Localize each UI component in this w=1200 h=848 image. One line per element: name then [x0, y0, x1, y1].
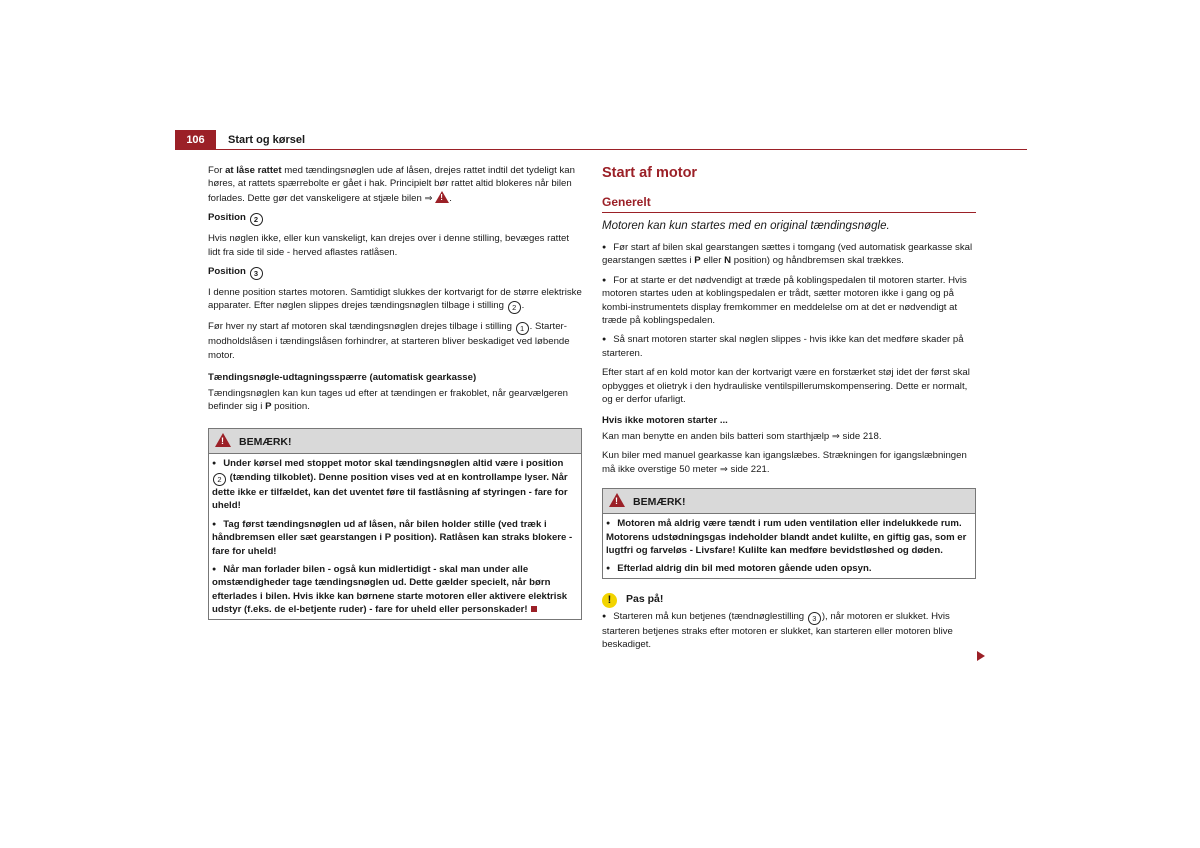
note-item: ● Tag først tændingsnøglen ud af låsen, når bilen holder stille (ved træk i håndbremsen eller sæt gearstangen i P position). Ratlåsen kan straks blokere - fare for uheld!	[212, 518, 578, 558]
note-item: ● Under kørsel med stoppet motor skal tændingsnøglen altid være i position 2 (tænding tilkoblet). Denne position vises ved at en kontrollampe lyser. Når dette ikke er tilfældet, kan det uventet føre til fastlåsning af styringen - fare for uheld!	[212, 457, 578, 512]
position-3-text: I denne position startes motoren. Samtidigt slukkes der kortvarigt for de større elektriske apparater. Efter nøglen slippes drejes tændingsnøglen tilbage i stilling 2 .	[208, 287, 582, 313]
no-start-text-2: Kun biler med manuel gearkasse kan igangslæbes. Strækningen for igangslæbningen må ikke overstige 50 meter ⇒ side 221.	[602, 450, 967, 475]
position-1-marker: 1	[516, 322, 529, 335]
page-number: 106	[175, 130, 216, 149]
list-item: ● Så snart motoren starter skal nøglen slippes - hvis ikke kan det medføre skader på starteren.	[602, 333, 976, 360]
left-column	[208, 164, 582, 620]
warning-note-body	[603, 514, 975, 578]
chapter-title: Start og kørsel	[228, 134, 306, 146]
note-item: ● Efterlad aldrig din bil med motoren gående uden opsyn.	[606, 562, 972, 575]
position-2-text: Hvis nøglen ikke, eller kun vanskeligt, kan drejes over i denne stilling, bevæges rattet lidt fra side til side - herved aflastes ratlåsen.	[208, 233, 570, 258]
intro-text: Motoren kan kun startes med en original tændingsnøgle.	[602, 220, 890, 232]
subsection-title: Generelt	[602, 195, 976, 213]
list-item: ● For at starte er det nødvendigt at træde på koblingspedalen til motoren starter. Hvis motoren startes uden at koblingspedalen er trådt, sætter motoren ikke i gang og på kombi-instrumentets display fremkommer en meddelelse om at det er nødvendigt at træde på koblingspedalen.	[602, 274, 976, 328]
caution-circle-icon: !	[602, 593, 617, 608]
warning-note-box	[208, 428, 582, 619]
restart-paragraph: Før hver ny start af motoren skal tændingsnøglen drejes tilbage i stilling 1 . Startermodholdslåsen i tændingslåsen forhindrer, at starteren bliver beskadiget ved løbende motor.	[208, 321, 570, 361]
position-2-marker: 2	[213, 473, 226, 486]
position-3-marker: 3	[250, 267, 263, 280]
warning-note-box	[602, 488, 976, 579]
no-start-text-1: Kan man benytte en anden bils batteri som starthjælp ⇒ side 218.	[602, 430, 882, 442]
warning-triangle-icon	[609, 493, 625, 507]
next-page-arrow-icon	[977, 651, 985, 661]
end-square-icon	[531, 606, 537, 612]
steering-lock-paragraph: For at låse rattet med tændingsnøglen ude af låsen, drejes rattet indtil det tydeligt kan høres, at rattets spærrebolte er gået i hak. Principielt bør rattet altid blokeres når bilen forlades. Dette gør det vanskeligere at stjæle bilen ⇒ !.	[208, 164, 582, 205]
cold-start-text: Efter start af en kold motor kan der kortvarigt være en forstærket støj idet der først skal opbygges et olietryk i den hydrauliske ventilspillerumskompensering. Dette er normalt, og er derfor ufarligt.	[602, 367, 970, 406]
position-2-heading: Position 2	[208, 211, 582, 226]
right-column	[602, 164, 976, 658]
list-item: ● Før start af bilen skal gearstangen sættes i tomgang (ved automatisk gearkasse skal gearstangen sættes i P eller N position) og håndbremsen skal trækkes.	[602, 241, 976, 268]
warning-note-body	[209, 454, 581, 618]
note-item: ● Når man forlader bilen - også kun midlertidigt - skal man under alle omstændigheder tage tændingsnøglen ud. Dette gælder specielt, når børn efterlades i bilen. Hvis ikke kan børnene starte motoren eller aktivere elektrisk udstyr (f.eks. de el-betjente ruder) - fare for uheld eller personskader!	[212, 563, 578, 617]
note-item: ● Motoren må aldrig være tændt i rum uden ventilation eller indelukkede rum. Motorens udstødningsgas indeholder blandt andet kulilte, en giftig gas, som er lugtfri og farveløs - Livsfare! Kulilte kan medføre bevidstløshed og døden.	[606, 517, 972, 557]
caution-text: ● Starteren må kun betjenes (tændnøglestilling 3 ), når motoren er slukket. Hvis starteren betjenes straks efter motoren er slukket, kan starteren eller motoren blive beskadiget.	[602, 610, 976, 652]
warning-note-header: !BEMÆRK!	[209, 429, 581, 454]
position-3-heading: Position 3	[208, 265, 582, 280]
page-header	[175, 130, 1027, 150]
no-start-heading: Hvis ikke motoren starter ...	[602, 415, 728, 427]
position-3-marker: 3	[808, 612, 821, 625]
position-2-marker: 2	[250, 213, 263, 226]
warning-note-header: !BEMÆRK!	[603, 489, 975, 514]
warning-triangle-icon	[435, 191, 449, 203]
interlock-text: Tændingsnøglen kan kun tages ud efter at tændingen er frakoblet, når gearvælgeren befinder sig i P position.	[208, 387, 568, 413]
position-2-marker: 2	[508, 301, 521, 314]
warning-triangle-icon	[215, 433, 231, 447]
caution-heading: ! Pas på!	[602, 591, 976, 608]
section-title: Start af motor	[602, 165, 698, 181]
interlock-heading: Tændingsnøgle-udtagningsspærre (automatisk gearkasse)	[208, 372, 477, 384]
